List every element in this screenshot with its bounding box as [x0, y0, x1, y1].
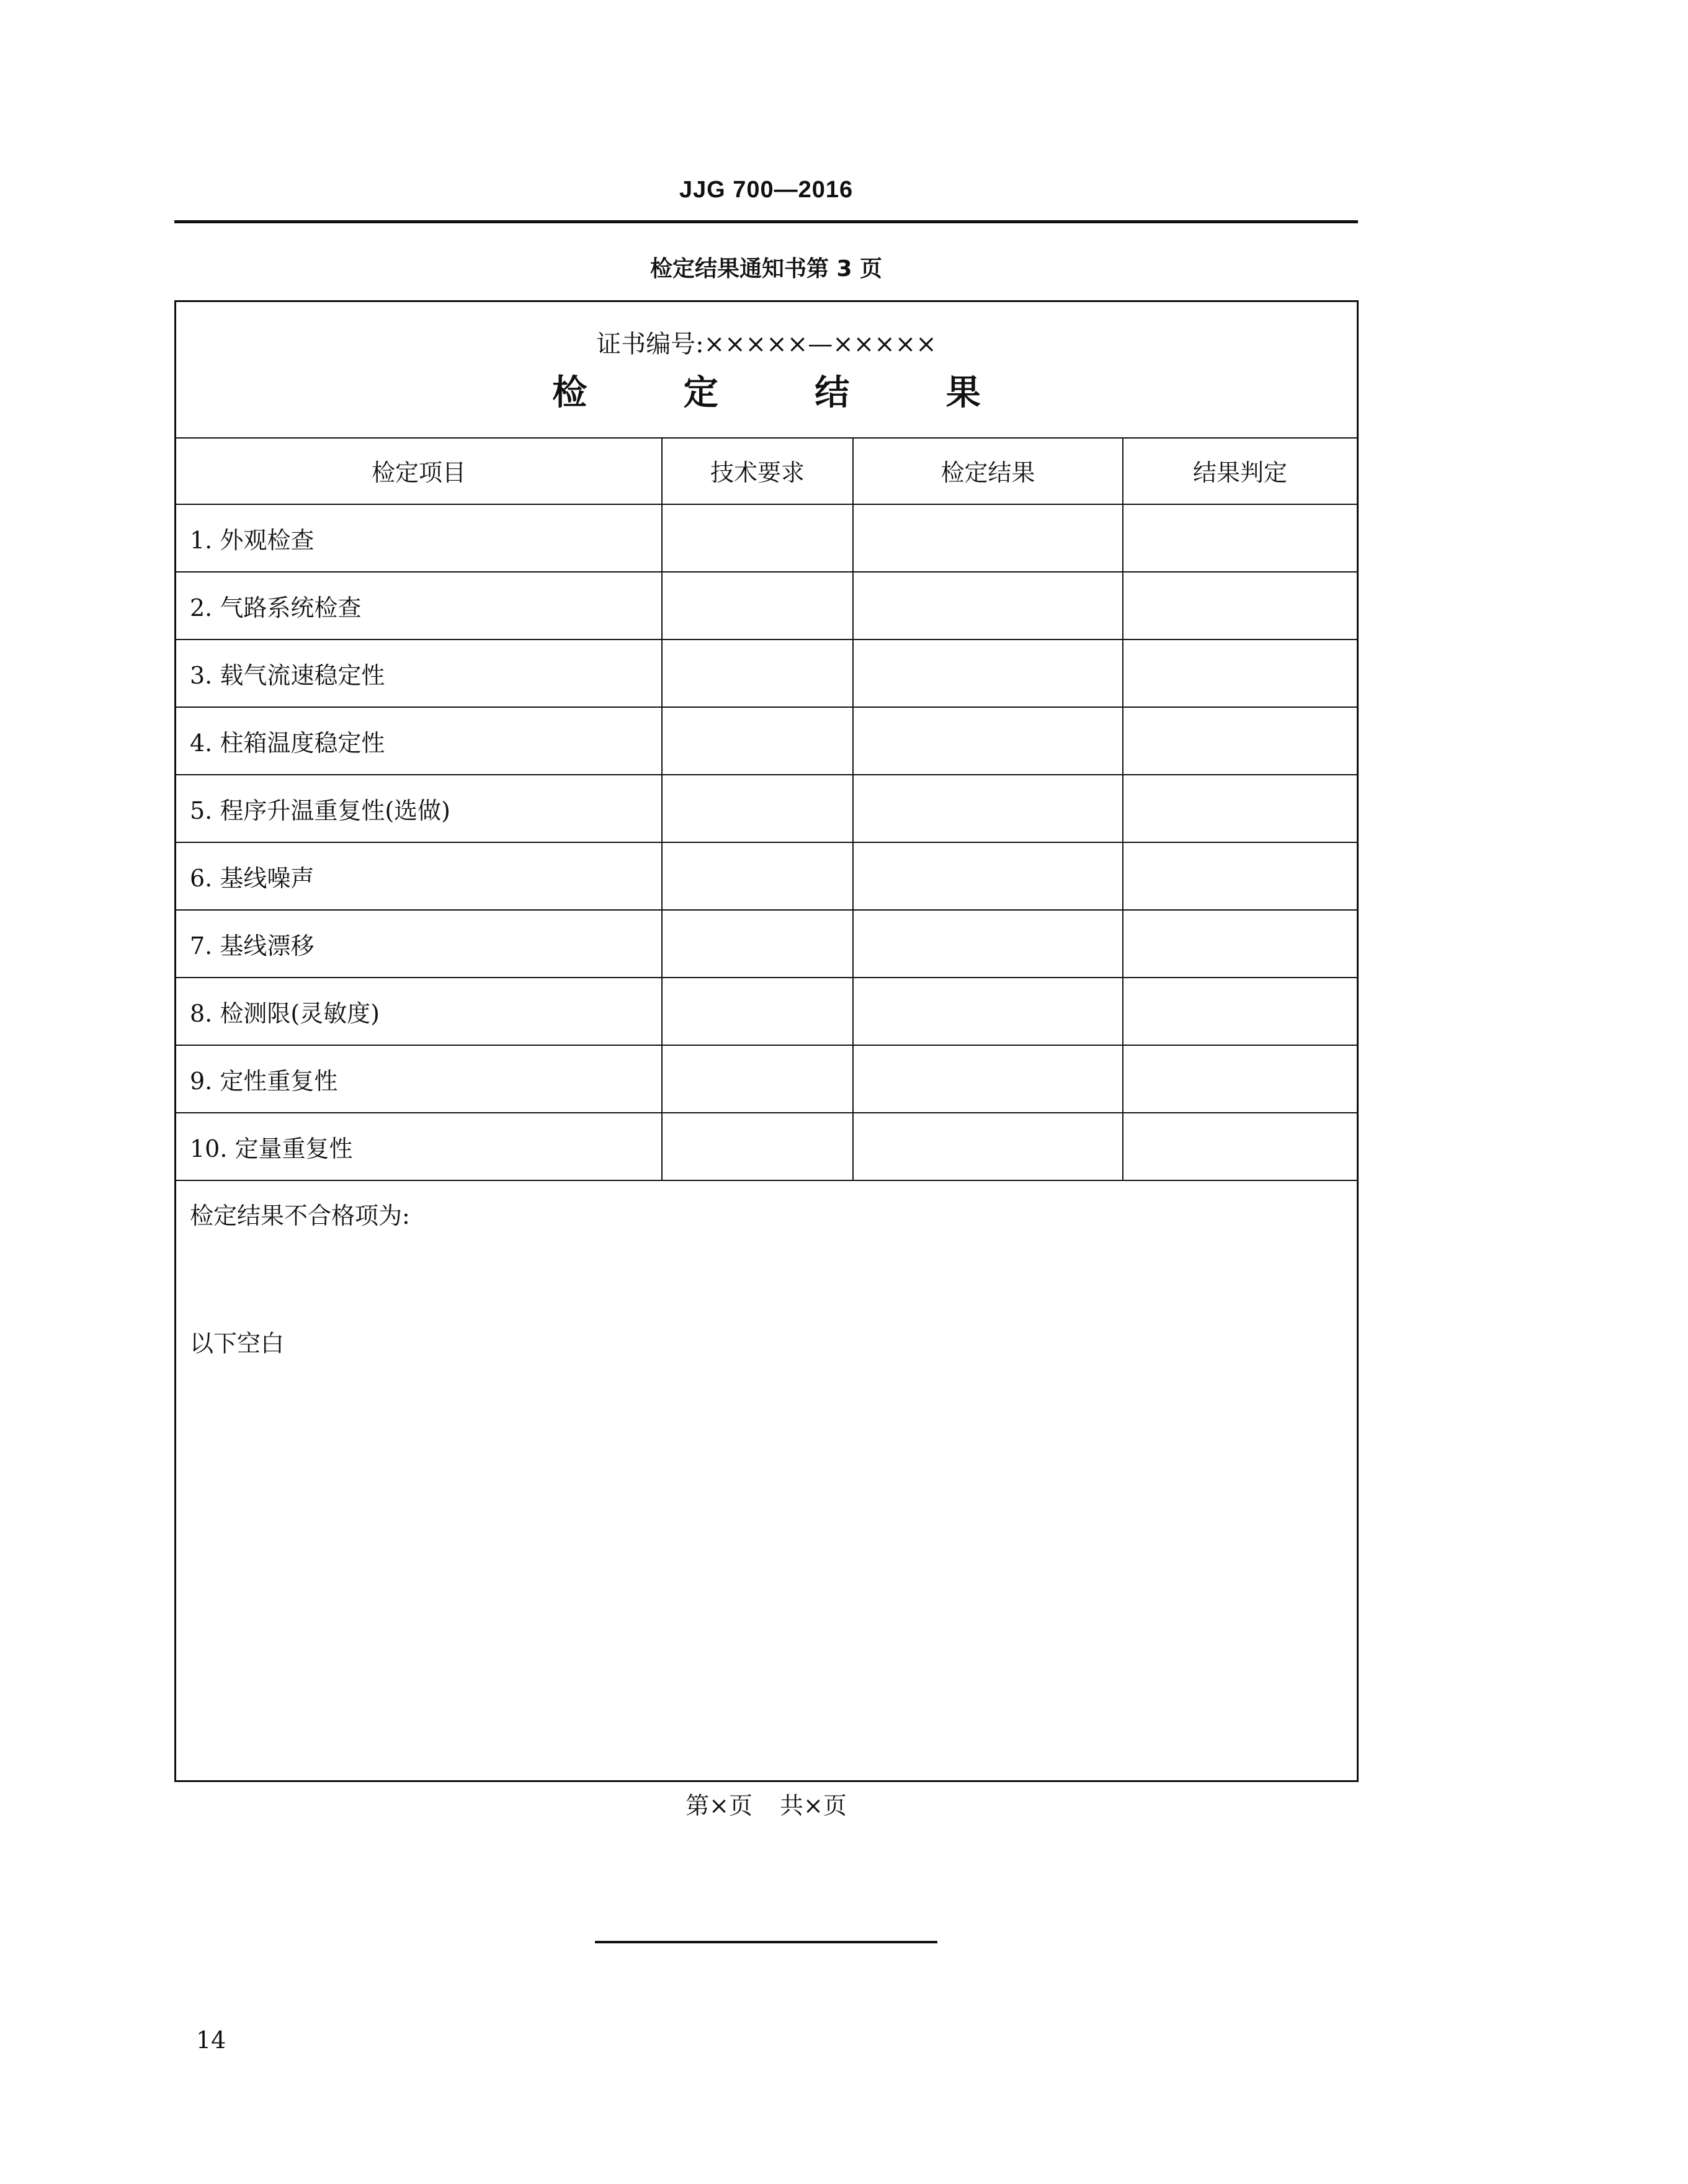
- requirement-cell: [662, 707, 853, 775]
- result-cell: [853, 572, 1123, 640]
- result-cell: [853, 978, 1123, 1045]
- item-cell: 1. 外观检查: [176, 504, 662, 572]
- requirement-cell: [662, 978, 853, 1045]
- judgement-cell: [1123, 1113, 1357, 1180]
- result-cell: [853, 842, 1123, 910]
- result-cell: [853, 707, 1123, 775]
- footer-rule: [595, 1941, 937, 1943]
- standard-code: JJG 700—2016: [679, 177, 854, 203]
- table-row: [176, 910, 1357, 978]
- requirement-cell: [662, 842, 853, 910]
- judgement-cell: [1123, 1045, 1357, 1113]
- page-total-label: 共×页: [780, 1792, 847, 1819]
- item-cell: 10. 定量重复性: [176, 1113, 662, 1180]
- table-row: [176, 504, 1357, 572]
- table-row: [176, 978, 1357, 1045]
- judgement-cell: [1123, 707, 1357, 775]
- item-cell: 4. 柱箱温度稳定性: [176, 707, 662, 775]
- result-cell: [853, 775, 1123, 842]
- requirement-cell: [662, 910, 853, 978]
- requirement-cell: [662, 572, 853, 640]
- table-row: [176, 842, 1357, 910]
- certificate-header: [176, 302, 1357, 439]
- page-counter: [0, 1786, 1532, 1821]
- result-cell: [853, 1045, 1123, 1113]
- item-cell: 9. 定性重复性: [176, 1045, 662, 1113]
- judgement-cell: [1123, 775, 1357, 842]
- nonconforming-notes: [176, 1184, 1357, 1780]
- item-cell: 5. 程序升温重复性(选做): [176, 775, 662, 842]
- item-cell: 2. 气路系统检查: [176, 572, 662, 640]
- form-caption: 检定结果通知书第 3 页: [650, 256, 883, 282]
- column-header-result: 检定结果: [853, 437, 1123, 504]
- result-cell: [853, 1113, 1123, 1180]
- results-table: [176, 437, 1357, 1181]
- judgement-cell: [1123, 504, 1357, 572]
- requirement-cell: [662, 775, 853, 842]
- page-number: 14: [196, 2026, 226, 2054]
- result-cell: [853, 910, 1123, 978]
- judgement-cell: [1123, 572, 1357, 640]
- item-cell: 6. 基线噪声: [176, 842, 662, 910]
- table-row: [176, 572, 1357, 640]
- item-cell: 3. 载气流速稳定性: [176, 640, 662, 707]
- nonconforming-label: 检定结果不合格项为:: [190, 1202, 410, 1229]
- requirement-cell: [662, 504, 853, 572]
- judgement-cell: [1123, 842, 1357, 910]
- result-cell: [853, 640, 1123, 707]
- result-form: [174, 300, 1359, 1782]
- table-row: [176, 707, 1357, 775]
- judgement-cell: [1123, 640, 1357, 707]
- page-of-label: 第×页: [685, 1792, 752, 1819]
- judgement-cell: [1123, 910, 1357, 978]
- form-title: 检 定 结 果: [552, 373, 1023, 413]
- column-header-requirement: 技术要求: [662, 437, 853, 504]
- requirement-cell: [662, 640, 853, 707]
- certificate-number: 证书编号:×××××—×××××: [596, 330, 937, 359]
- blank-marker: 以下空白: [190, 1330, 285, 1357]
- requirement-cell: [662, 1045, 853, 1113]
- table-row: [176, 1113, 1357, 1180]
- item-cell: 7. 基线漂移: [176, 910, 662, 978]
- table-row: [176, 775, 1357, 842]
- header-rule: [174, 220, 1358, 223]
- column-header-item: 检定项目: [176, 437, 662, 504]
- table-header-row: [176, 437, 1357, 504]
- column-header-judgement: 结果判定: [1123, 437, 1357, 504]
- item-cell: 8. 检测限(灵敏度): [176, 978, 662, 1045]
- table-row: [176, 1045, 1357, 1113]
- requirement-cell: [662, 1113, 853, 1180]
- table-row: [176, 640, 1357, 707]
- result-cell: [853, 504, 1123, 572]
- judgement-cell: [1123, 978, 1357, 1045]
